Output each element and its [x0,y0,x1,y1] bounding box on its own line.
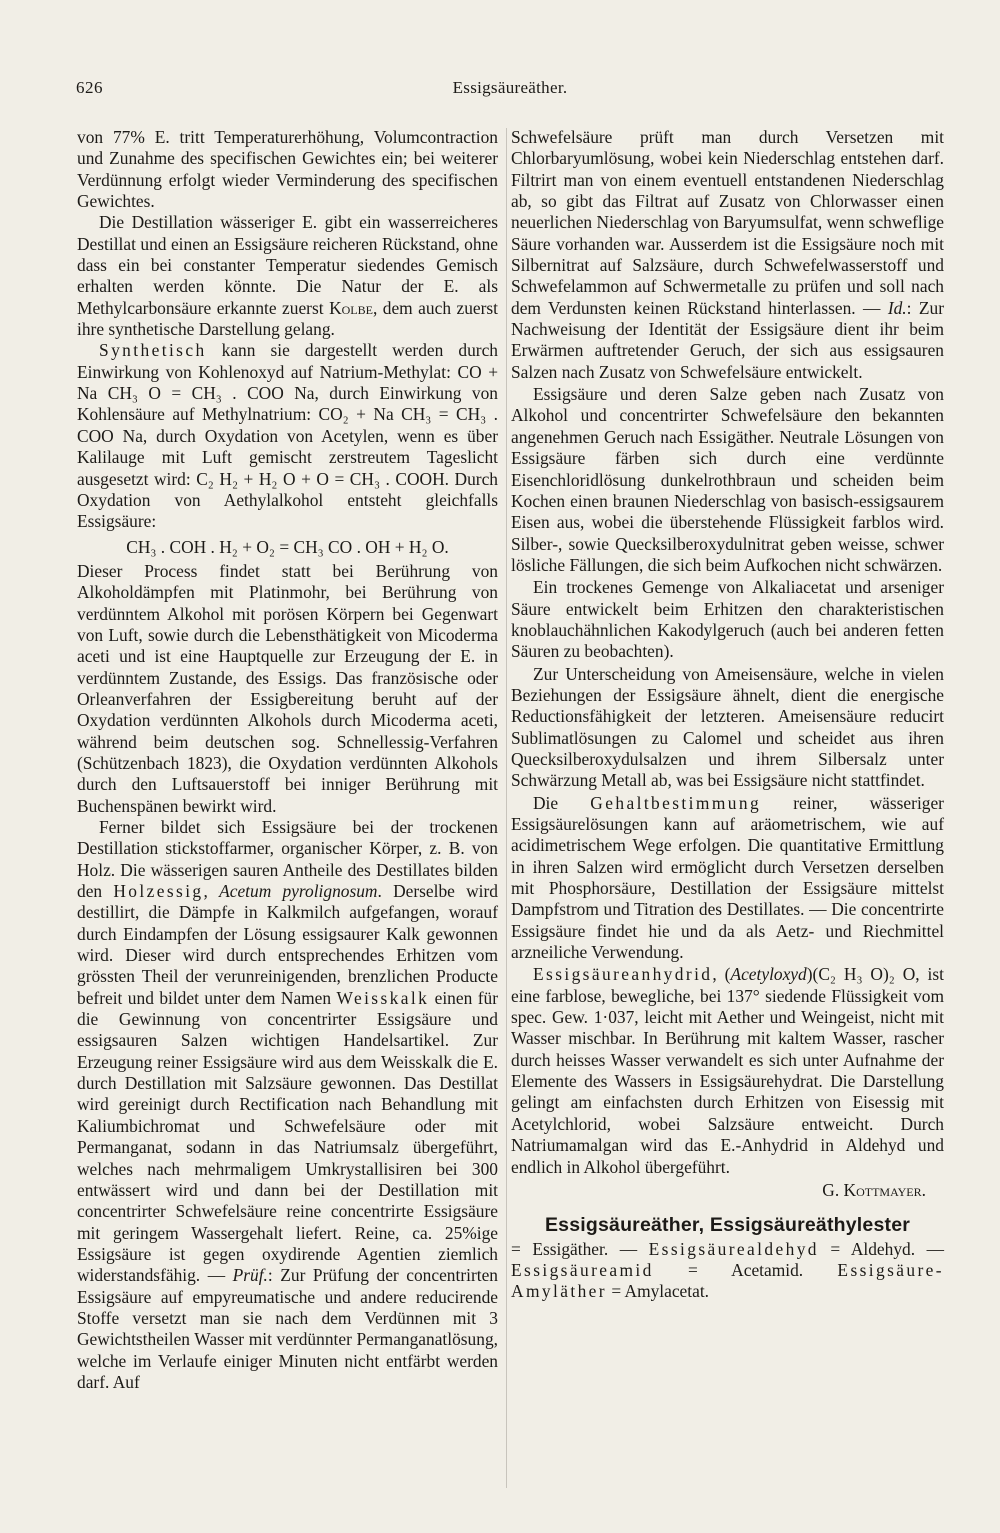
left-paragraph-2-end: , dem auch zuerst ihre synthetische Darstellung gelang. [77,297,499,340]
term-acetum-pyrolignosum: Acetum pyrolignosum [219,881,378,902]
author-signature: G. Kottmayer. [822,1179,926,1200]
term-gehaltbestimmung: Gehaltbestimmung [590,792,762,813]
page-header [76,78,944,104]
term-weisskalk: Weisskalk [336,987,430,1008]
term-pruef: Prüf. [232,1265,268,1286]
left-paragraph-1: von 77% E. tritt Temperaturerhöhung, Volumcontraction und Zunahme des specifischen Gewichtes ein; bei weiterer Verdünnung erfolgt wieder Verminderung des specifischen Gewichtes. [77,127,498,212]
synthesis-text: kann sie dargestellt werden durch Einwirkung von Kohlenoxyd auf Natrium-Methylat: CO + Na CH₃ O = CH₃ . COO Na, durch Einwirkung von Kohlensäure auf Methylnatrium: CO₂ + Na CH₃ = CH₃ . COO Na, durch Oxydation von Acetylen, wenn es über Kalilauge mit Luft gemischt zerstreutem Tageslicht ausgesetzt wird: C₂ H₂ + H₂ O + O = CH₃ . COOH. Durch Oxydation von Aethylalkohol entsteht gleichfalls Essigsäure: [77,340,498,532]
term-holzessig: Holzessig [113,881,204,902]
right-column [511,127,944,1303]
entry-heading: Essigsäureäther, Essigsäureäthylester [544,1214,911,1237]
left-paragraph-destillation [77,817,498,1393]
author-name-kolbe: Kolbe [329,297,373,318]
right-paragraph-2: Essigsäure und deren Salze geben nach Zusatz von Alkohol und concentrirter Schwefelsäure den bekannten angenehmen Geruch nach Essigäther. Neutrale Lösungen von Essigsäure färben sich durch eine verdünnte Eisenchloridlösung dunkelrothbraun und scheiden beim Kochen einen braunen Niederschlag von basisch-essigsaurem Eisen aus, wobei die überstehende Flüssigkeit farblos wird. Silber-, sowie Quecksilberoxydulnitrat geben weisse, schwer lösliche Fällungen, die sich beim Aufkochen nicht schwärzen. [511,384,944,575]
term-id: Id. [887,297,907,318]
right-paragraph-anhydrid [511,964,944,1177]
page-number: 626 [76,78,103,97]
running-title: Essigsäureäther. [452,78,568,97]
term-essigsaeureanhydrid: Essigsäureanhydrid [533,964,713,985]
left-paragraph-process: Dieser Process findet statt bei Berührung von Alkoholdämpfen mit Platinmohr, bei Berührung von verdünntem Alkohol mit porösen Körpern bei Gegenwart von Luft, sowie durch die Lebensthätigkeit von Micoderma aceti und ist eine Hauptquelle zur Erzeugung der E. in verdünntem Zustande, des Essigs. Das französische oder Orleanverfahren der Essigbereitung beruht auf der Oxydation verdünnten Alkohols durch Micoderma aceti, während beim deutschen sog. Schnellessig-Verfahren (Schützenbach 1823), die Oxydation verdünnten Alkohols durch den Luftsauerstoff bei inniger Berührung mit Buchenspänen bewirkt wird. [77,560,498,816]
anhydrid-text-b: )(C₂ H₃ O)₂ O, ist eine farblose, bewegliche, bei 137° siedende Flüssigkeit vom spec. Gew. 1·037, leicht mit Aether und Weingeist, nicht mit Wasser mischbar. In Berührung mit kaltem Wasser, rascher durch heisses Wasser verwandelt es sich unter Aufnahme der Elemente des Wassers in Essigsäurehydrat. Die Darstellung gelingt am einfachsten durch Erhitzen von Eisessig mit Acetylchlorid, wobei Salzsäure entweicht. Durch Natriumamalgan wird das E.-Anhydrid in Aldehyd und endlich in Alkohol übergeführt. [511,964,944,1177]
column-divider [506,128,507,1488]
term-essigsaeurealdehyd: Essigsäurealdehyd [648,1238,819,1259]
destillation-text-c: . Derselbe wird destillirt, die Dämpfe in Kalkmilch aufgefangen, worauf durch Eindampfen der Lösung essigsaurer Kalk gewonnen wird. Dieser wird durch entsprechendes Erhitzen vom grössten Theil der verunreinigenden, brenzlichen Producte befreit und bildet unter dem Namen [77,881,498,1008]
right-paragraph-5 [511,793,944,964]
entry-cross-references [511,1239,944,1303]
term-acetyloxyd: Acetyloxyd [730,964,807,985]
destillation-text-b: , [203,881,220,902]
left-column [77,127,498,1393]
xref-text-a: = Essigäther. — [511,1238,649,1259]
term-essigsaeure-amylaether: Essigsäure-Amyläther [511,1259,944,1302]
xref-text-c: = Acetamid. [653,1259,838,1280]
sulfuric-test-text: Schwefelsäure prüft man durch Versetzen mit Chlorbaryumlösung, wobei kein Niederschlag entstehen darf. Filtrirt man von einem eventuell entstandenen Niederschlag ab, so gibt das Filtrat auf Zusatz von Chlorwasser einen neuerlichen Niederschlag von Baryumsulfat, wenn schweflige Säure vorhanden war. Ausserdem ist die Essigsäure noch mit Silbernitrat auf Salzsäure, durch Schwefelwasserstoff und Schwefelammon auf Schwermetalle zu prüfen und soll nach dem Verdunsten keinen Rückstand hinterlassen. — [511,127,944,318]
xref-text-d: = Amylacetat. [606,1281,710,1302]
left-paragraph-synthesis [77,340,498,532]
destillation-text-a: Ferner bildet sich Essigsäure bei der trockenen Destillation stickstoffarmer, organischer Körper, z. B. von Holz. Die wässerigen sauren Antheile des Destillates bilden den [77,817,498,902]
right-paragraph-4: Zur Unterscheidung von Ameisensäure, welche in vielen Beziehungen der Essigsäure ähnelt, dient die energische Reductionsfähigkeit der letzteren. Ameisensäure reducirt Sublimatlösungen zu Calomel und scheidet aus ihren Quecksilberoxydulsalzen und ihrem Silbersalz unter Schwärzung Metall ab, was bei Essigsäure nicht stattfindet. [511,663,944,791]
destillation-text-e: : Zur Prüfung der concentrirten Essigsäure auf empyreumatische und andere reducirende Stoffe versetzt man sie nach dem Verdünnen mit 3 Gewichtstheilen Wasser mit verdünnter Permanganatlösung, welche im Verlaufe einiger Minuten nicht entfärbt werden darf. Auf [77,1265,498,1392]
term-synthetisch: Synthetisch [99,340,207,361]
left-paragraph-2 [77,212,498,340]
left-paragraph-2-text: Die Destillation wässeriger E. gibt ein wasserreicheres Destillat und einen an Essigsäure reicheren Rückstand, ohne dass ein bei constanter Temperatur siedendes Gemisch erhalten werden könnte. Die Natur der E. als Methylcarbonsäure erkannte zuerst [77,212,498,318]
assay-text-b: reiner, wässeriger Essigsäurelösungen kann auf aräometrischem, wie auf acidimetrischem Wege erfolgen. Die quantitative Ermittlung in ihren Salzen wird ermöglicht durch Versetzen derselben mit Phosphorsäure, Destillation der Essigsäure mittelst Dampfstrom und Titration des Destillates. — Die concentrirte Essigsäure findet hie und da als Aetz- und Riechmittel arzneiliche Verwendung. [511,792,944,963]
xref-text-b: = Aldehyd. — [818,1238,944,1259]
identity-text: : Zur Nachweisung der Identität der Essigsäure dient ihr beim Erwärmen auftretender Geruch, der sich aus essigsauren Salzen nach Zusatz von Schwefelsäure entwickelt. [511,297,944,382]
term-essigsaeureamid: Essigsäureamid [511,1259,654,1280]
oxidation-formula: CH₃ . COH . H₂ + O₂ = CH₃ CO . OH + H₂ O. [126,536,449,557]
right-paragraph-1 [511,127,944,383]
right-paragraph-3: Ein trockenes Gemenge von Alkaliacetat und arseniger Säure entwickelt beim Erhitzen den charakteristischen knoblauchähnlichen Kakodylgeruch (auch bei anderen fetten Säuren zu beobachten). [511,577,944,662]
assay-text-a: Die [533,792,591,813]
destillation-text-d: einen für die Gewinnung von concentrirter Essigsäure und essigsauren Salzen wichtigen Handelsartikel. Zur Erzeugung reiner Essigsäure wird aus dem Weisskalk die E. durch Destillation mit Salzsäure gewonnen. Das Destillat wird gereinigt durch Rectification nach Behandlung mit Kaliumbichromat und Schwefelsäure oder mit Permanganat, sodann in das Natriumsalz übergeführt, welches nach mehrmaligem Umkrystallisiren bei 300 entwässert wird und dann bei der Destillation mit concentrirter Schwefelsäure reine concentrirte Essigsäure mit geringem Wassergehalt liefert. Reine, ca. 25%ige Essigsäure ist gegen oxydirende Agentien ziemlich widerstandsfähig. — [77,987,498,1286]
anhydrid-text-a: , ( [712,964,731,985]
